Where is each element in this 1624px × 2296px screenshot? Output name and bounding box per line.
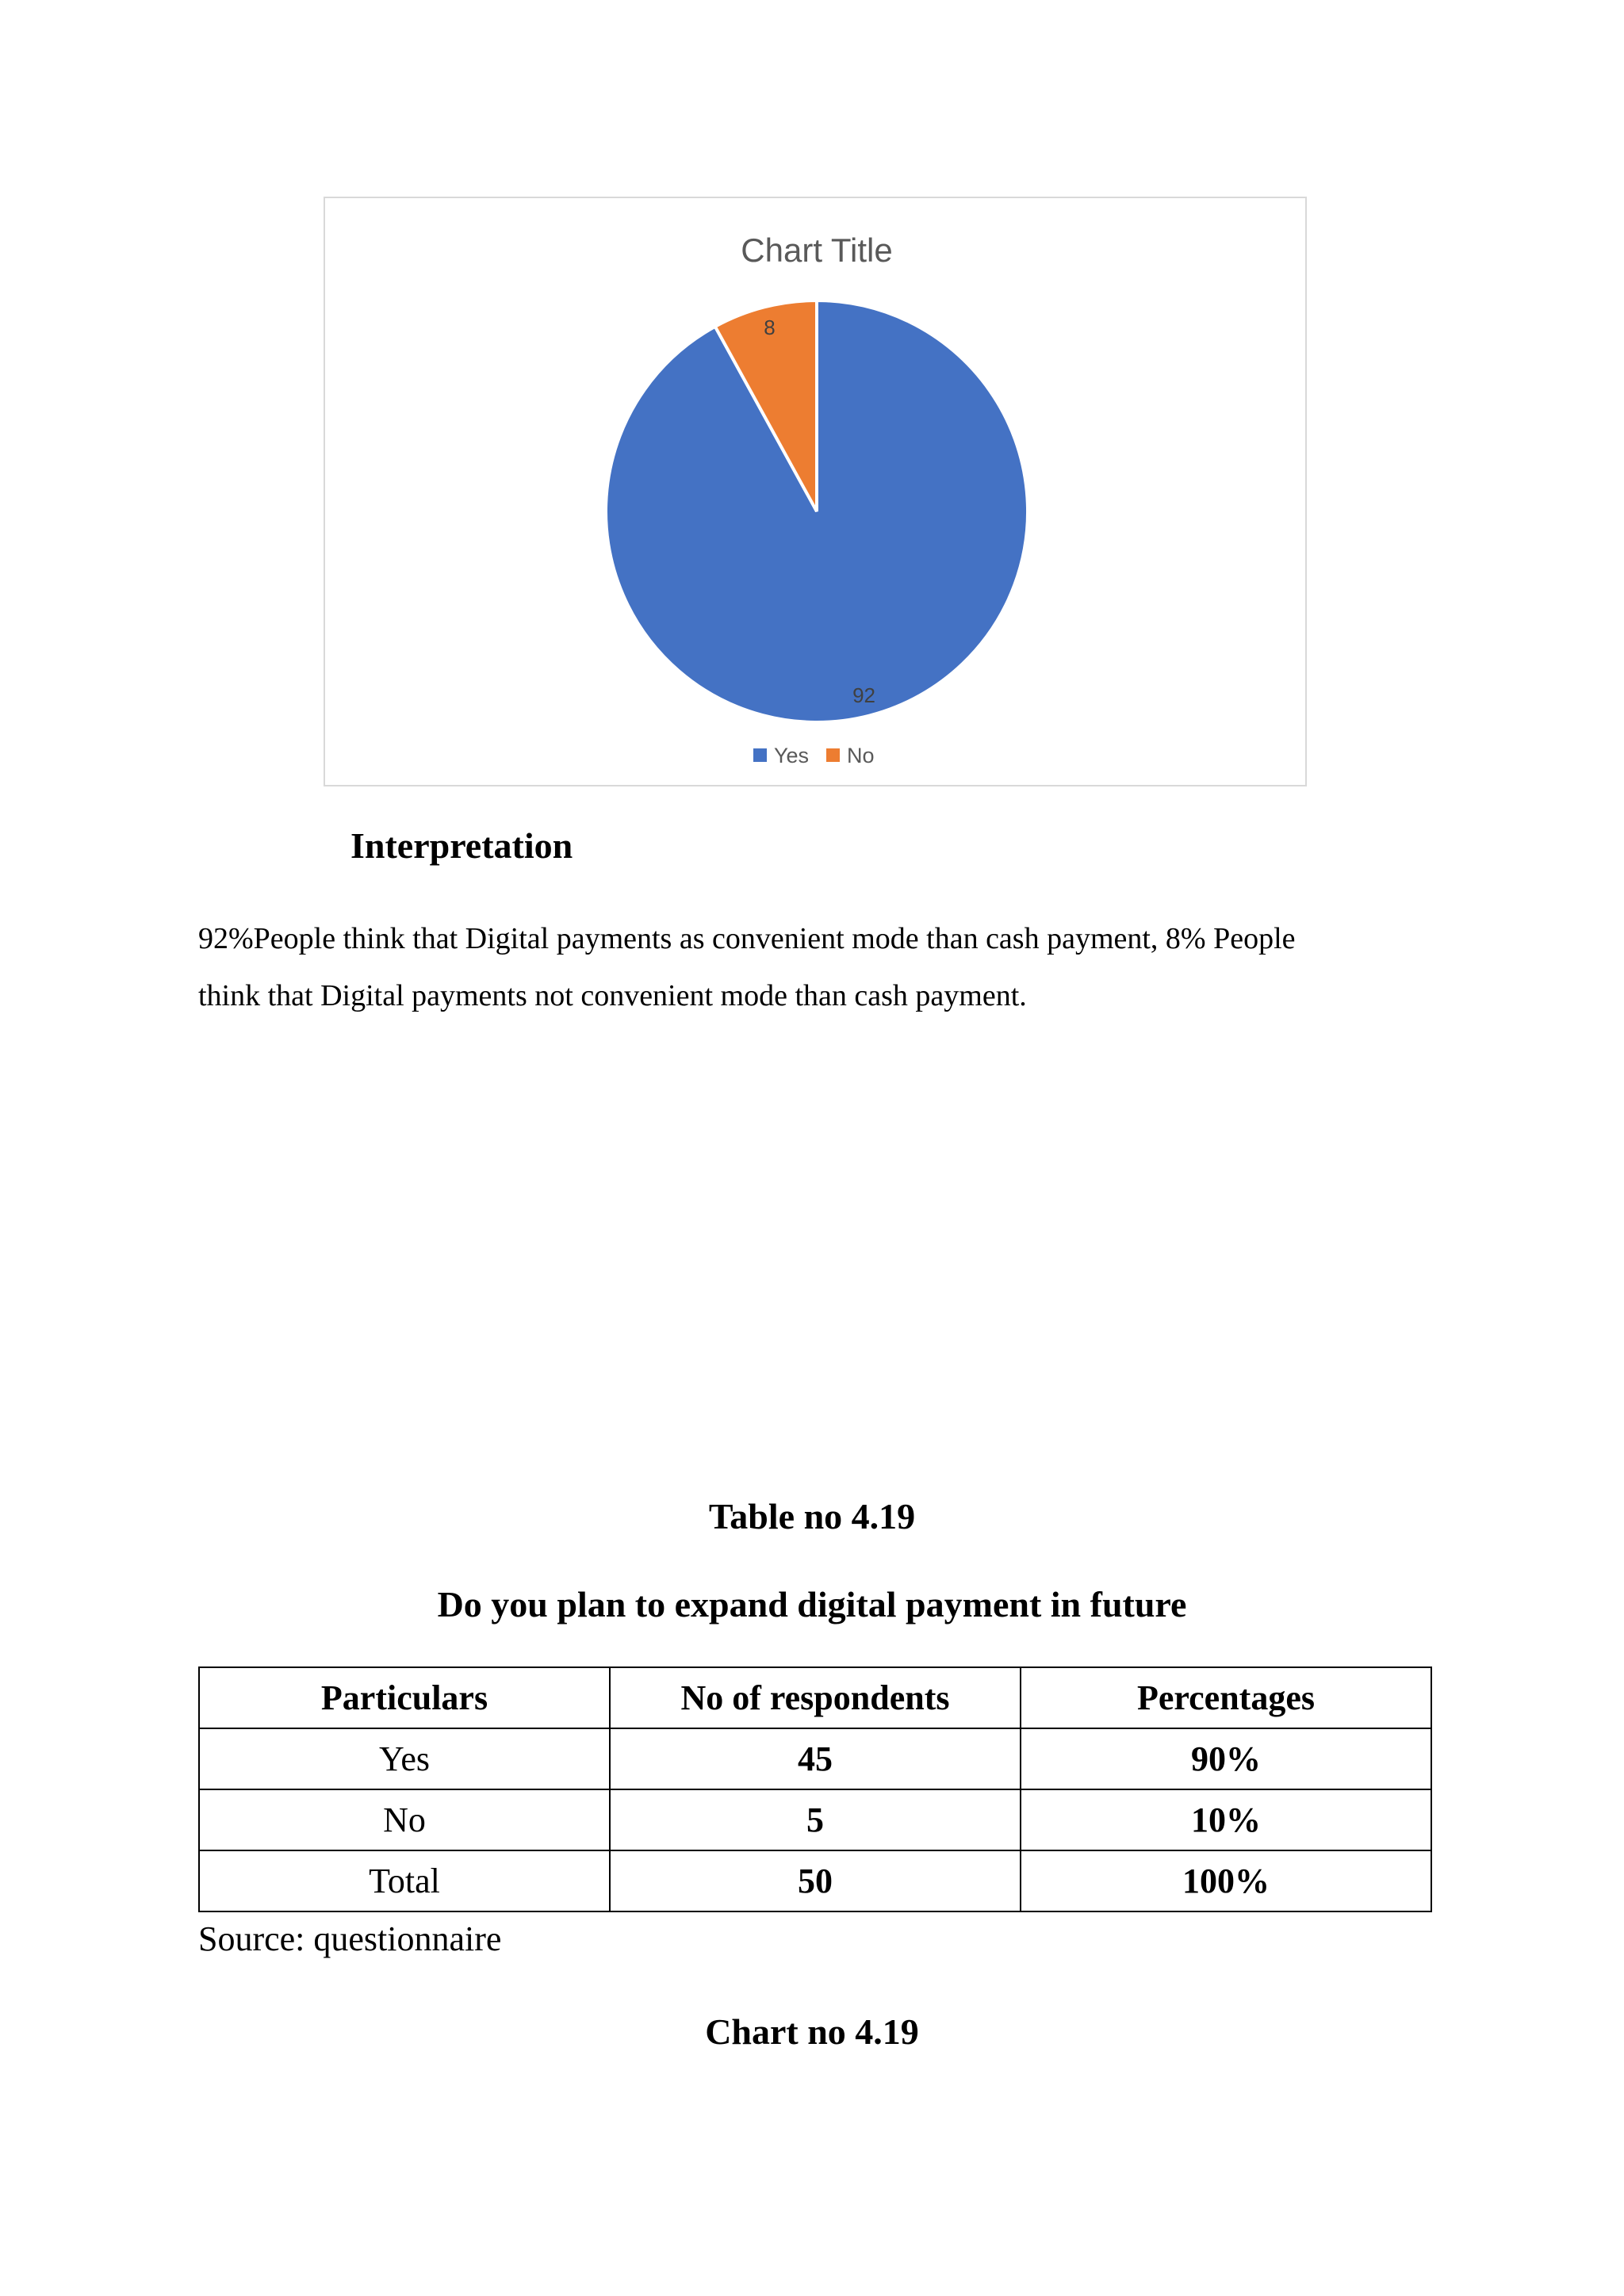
cell-percentage: 100%: [1021, 1850, 1431, 1911]
cell-respondents: 45: [610, 1728, 1021, 1789]
chart-title: Chart Title: [741, 232, 893, 269]
pie-slices: [606, 300, 1028, 722]
table-row: [199, 1850, 1431, 1911]
legend-swatch-yes: [753, 748, 767, 762]
header-particulars: Particulars: [199, 1667, 610, 1728]
header-respondents: No of respondents: [610, 1667, 1021, 1728]
header-percentages: Percentages: [1021, 1667, 1431, 1728]
table-title: Do you plan to expand digital payment in future: [437, 1584, 1187, 1624]
cell-percentage: 90%: [1021, 1728, 1431, 1789]
pie-chart: [324, 197, 1307, 786]
table-source: Source: questionnaire: [198, 1919, 502, 1958]
respondents-table: [198, 1667, 1432, 1912]
chart-number: Chart no 4.19: [705, 2011, 919, 2052]
interpretation-line-2: think that Digital payments not convenient mode than cash payment.: [198, 979, 1027, 1012]
legend-item-no: [826, 744, 875, 767]
cell-respondents: 50: [610, 1850, 1021, 1911]
cell-respondents: 5: [610, 1789, 1021, 1850]
pie-chart-canvas: [325, 198, 1308, 788]
cell-particular: No: [199, 1789, 610, 1850]
legend-label-yes: Yes: [774, 744, 810, 767]
table-header-row: [199, 1667, 1431, 1728]
interpretation-heading: Interpretation: [350, 825, 573, 866]
interpretation-text: [198, 910, 1435, 1024]
data-label-no: 8: [764, 316, 776, 340]
data-label-yes: 92: [852, 683, 875, 707]
chart-legend: [753, 744, 875, 767]
cell-particular: Yes: [199, 1728, 610, 1789]
cell-particular: Total: [199, 1850, 610, 1911]
table-row: [199, 1728, 1431, 1789]
legend-swatch-no: [826, 748, 840, 762]
table-row: [199, 1789, 1431, 1850]
interpretation-line-1: 92%People think that Digital payments as convenient mode than cash payment, 8% People: [198, 922, 1296, 955]
table-number: Table no 4.19: [708, 1496, 916, 1536]
legend-item-yes: [753, 744, 809, 767]
legend-label-no: No: [847, 744, 875, 767]
cell-percentage: 10%: [1021, 1789, 1431, 1850]
